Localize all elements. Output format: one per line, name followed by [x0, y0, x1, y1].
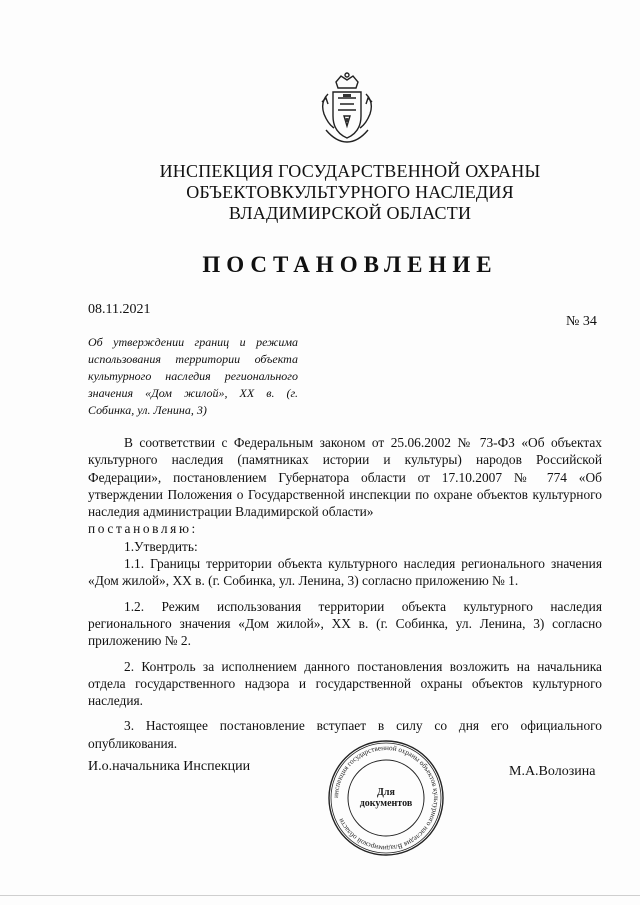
stamp-center-line-1: Для: [377, 787, 395, 798]
document-number: № 34: [566, 314, 597, 329]
org-name-line-1: ИНСПЕКЦИЯ ГОСУДАРСТВЕННОЙ ОХРАНЫ: [159, 161, 541, 181]
item-1-2: 1.2. Режим использования территории объекта культурного наследия регионального значения «Дом жилой», XX в. (г. Собинка, ул. Ленина, 3) согласно приложению № 2.: [88, 598, 602, 649]
signatory-name: М.А.Волозина: [509, 764, 596, 779]
stamp-center-line-2: документов: [359, 798, 413, 809]
item-1: 1.Утвердить:: [124, 538, 198, 554]
org-name-line-2: ОБЪЕКТОВКУЛЬТУРНОГО НАСЛЕДИЯ: [186, 182, 514, 202]
item-3: 3. Настоящее постановление вступает в силу со дня его официального опубликования.: [88, 718, 602, 751]
document-title: ПОСТАНОВЛЕНИЕ: [202, 252, 498, 277]
coat-of-arms-icon: [316, 72, 378, 146]
official-stamp: [326, 738, 446, 858]
document-body: [88, 434, 602, 752]
item-2: 2. Контроль за исполнением данного постановления возложить на начальника отдела государственного надзора и государственной охраны объектов культурного наследия.: [88, 658, 602, 709]
document-date: 08.11.2021: [88, 302, 151, 317]
preamble-paragraph: В соответствии с Федеральным законом от 25.06.2002 № 73-ФЗ «Об объектах культурного наследия (памятниках истории и культуры) народов Российской Федерации», постановлением Губернатора области от 17.10.2007 № 774 «Об утверждении Положения о Государственной инспекции по охране объектов культурного наследия администрации Владимирской области»: [88, 435, 602, 520]
stamp-ring-text: инспекция государственной охраны объектов культурного наследия Владимирской области: [331, 743, 441, 853]
resolve-word: постановляю:: [88, 521, 198, 537]
signatory-role: И.о.начальника Инспекции: [88, 759, 251, 774]
org-name-line-3: ВЛАДИМИРСКОЙ ОБЛАСТИ: [228, 203, 472, 223]
document-subject: Об утверждении границ и режима использования территории объекта культурного наследия регионального значения «Дом жилой», XX в. (г. Собинка, ул. Ленина, 3): [88, 335, 298, 417]
item-1-1: 1.1. Границы территории объекта культурного наследия регионального значения «Дом жилой», XX в. (г. Собинка, ул. Ленина, 3) согласно приложению № 1.: [88, 556, 602, 589]
page-bottom-edge: [0, 895, 640, 896]
